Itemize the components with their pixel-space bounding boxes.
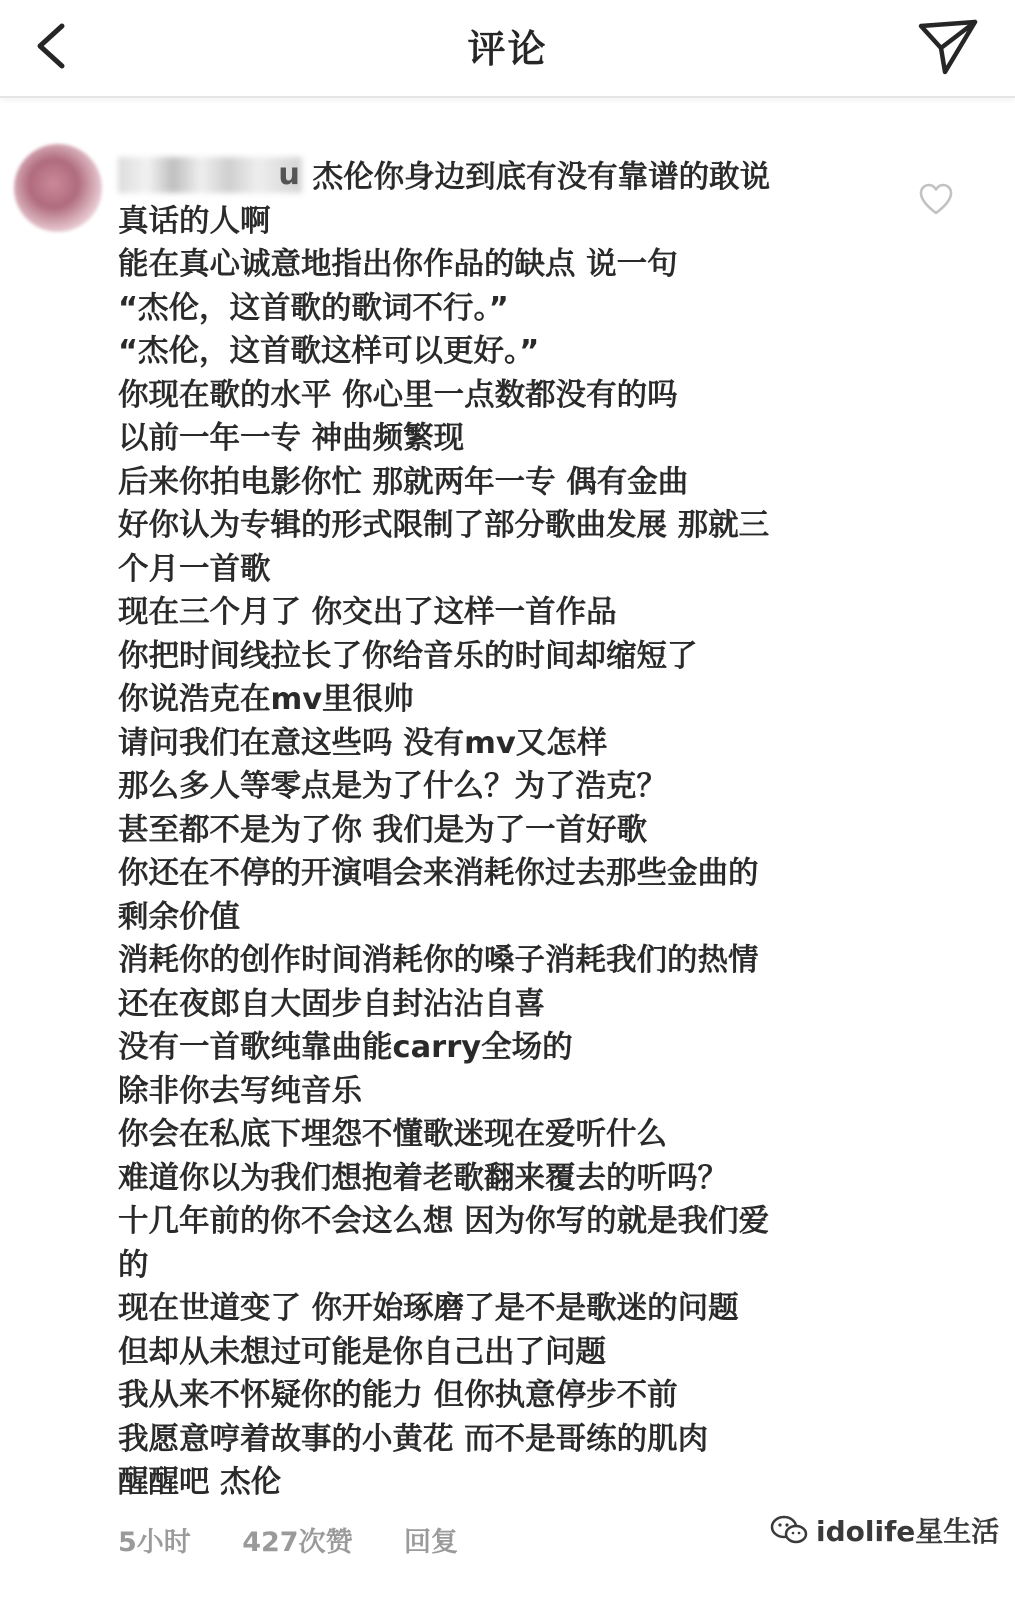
comment-line: 现在世道变了 你开始琢磨了是不是歌迷的问题: [118, 1291, 739, 1326]
comment-meta: [118, 1520, 500, 1559]
comment-line: 消耗你的创作时间消耗你的嗓子消耗我们的热情: [118, 943, 759, 978]
comment-line: 剩余价值: [118, 899, 240, 935]
comment-line: 以前一年一专 神曲频繁现: [118, 421, 465, 456]
comment-line: 十几年前的你不会这么想 因为你写的就是我们爱: [118, 1204, 770, 1239]
comment-lines: [118, 204, 769, 1501]
comment-line: 你会在私底下埋怨不懂歌迷现在爱听什么: [118, 1117, 667, 1152]
comment-line: 我愿意哼着故事的小黄花 而不是哥练的肌肉: [118, 1421, 709, 1457]
comment-line: 个月一首歌: [118, 551, 271, 587]
comment-like-count[interactable]: 427次赞: [242, 1527, 353, 1558]
comment-line: 你还在不停的开演唱会来消耗你过去那些金曲的: [118, 856, 759, 891]
username[interactable]: u: [118, 157, 302, 193]
wechat-icon: [770, 1514, 808, 1546]
comment-line: 没有一首歌纯靠曲能carry全场的: [118, 1030, 573, 1065]
comment-line: 甚至都不是为了你 我们是为了一首好歌: [118, 812, 648, 848]
avatar[interactable]: [14, 144, 102, 232]
watermark: [770, 1510, 999, 1550]
comment-line: 现在三个月了 你交出了这样一首作品: [118, 595, 617, 630]
paper-plane-icon[interactable]: [915, 16, 981, 78]
comment-line: “杰伦，这首歌的歌词不行。”: [118, 290, 509, 326]
comment-line: “杰伦，这首歌这样可以更好。”: [118, 334, 540, 369]
comment-line: 你把时间线拉长了你给音乐的时间却缩短了: [118, 638, 698, 674]
comment-line: 能在真心诚意地指出你作品的缺点 说一句: [118, 247, 678, 282]
comment-line: 我从来不怀疑你的能力 但你执意停步不前: [118, 1378, 678, 1413]
reply-button[interactable]: 回复: [403, 1527, 458, 1558]
comment-line: 醒醒吧 杰伦: [118, 1465, 282, 1500]
comment-time: 5小时: [118, 1527, 191, 1558]
comment-body: [118, 156, 878, 1505]
comment-line: 你现在歌的水平 你心里一点数都没有的吗: [118, 377, 678, 413]
comment-line: 那么多人等零点是为了什么？为了浩克？: [118, 769, 667, 804]
comment-line: 好你认为专辑的形式限制了部分歌曲发展 那就三: [118, 508, 770, 543]
comment-line: 你说浩克在mv里很帅: [118, 682, 414, 717]
top-bar: [0, 0, 1015, 98]
comment-line: 真话的人啊: [118, 203, 271, 239]
page-title: 评论: [467, 27, 548, 71]
comment-line: 后来你拍电影你忙 那就两年一专 偶有金曲: [118, 464, 689, 500]
comment-line: 还在夜郎自大固步自封沾沾自喜: [118, 986, 545, 1022]
comment-line: 除非你去写纯音乐: [118, 1073, 362, 1109]
comment-line: 但却从未想过可能是你自己出了问题: [118, 1334, 606, 1370]
heart-outline-icon[interactable]: [918, 182, 954, 218]
watermark-text: idolife星生活: [816, 1515, 1000, 1548]
comment-line: 请问我们在意这些吗 没有mv又怎样: [118, 725, 608, 761]
comment-line: 难道你以为我们想抱着老歌翻来覆去的听吗？: [118, 1160, 728, 1196]
comment-line: 的: [118, 1247, 149, 1283]
comment-first-line: 杰伦你身边到底有没有靠谱的敢说: [312, 160, 771, 195]
